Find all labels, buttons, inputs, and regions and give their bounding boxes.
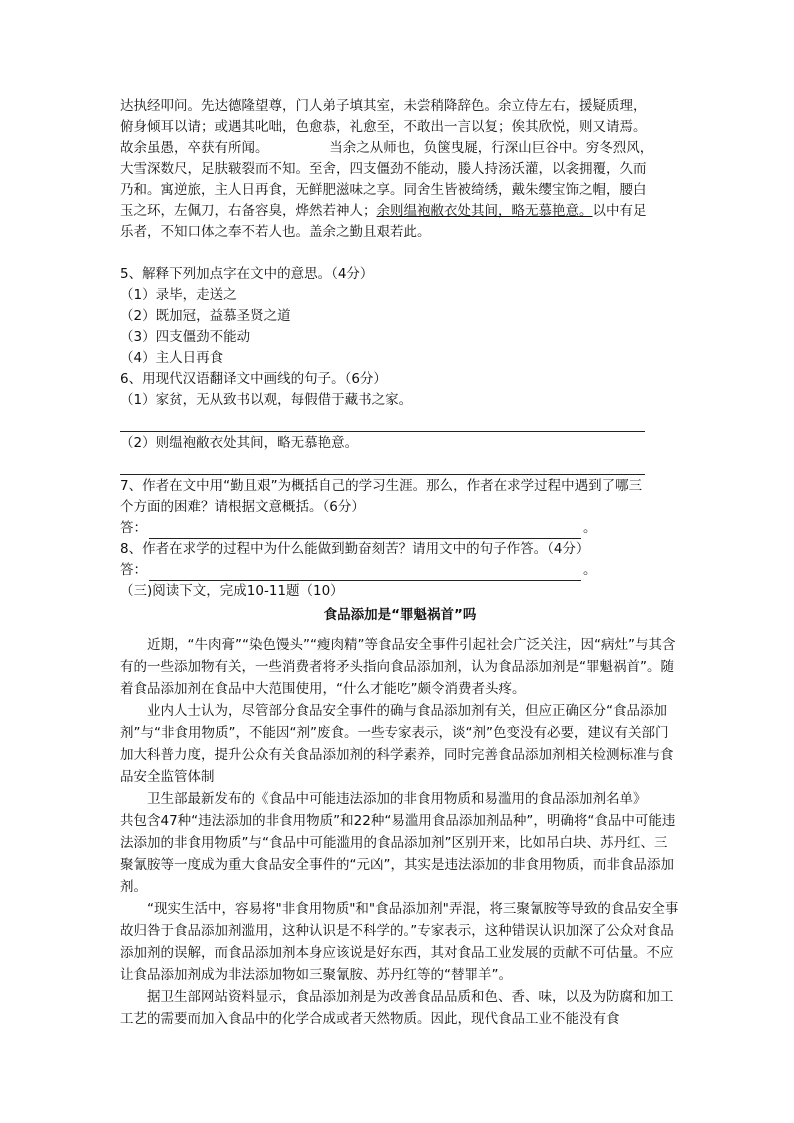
question-5: 5、解释下列加点字在文中的意思。（4分） <box>120 266 374 282</box>
question-6-item-2: （2）则缊袍敝衣处其间，略无慕艳意。 <box>120 435 359 451</box>
question-5-item-4: （4）主人日再食 <box>120 350 224 366</box>
question-5-item-2: （2）既加冠，益慕圣贤之道 <box>120 308 291 324</box>
article-body <box>120 634 680 1030</box>
answer-end: 。 <box>583 562 597 578</box>
article-paragraph-4: “现实生活中，容易将"非食用物质"和"食品添加剂"弄混，将三聚氰胺等导致的食品安全事故归咎于食品添加剂滥用，这种认识是不科学的。”专家表示，这种错误认识加深了公众对食品添加剂的误解，而食品添加剂本身应该说是好东西，其对食品工业发展的贡献不可估量。不应让食品添加剂成为非法添加物如三聚氰胺、苏丹红等的“替罪羊”。 <box>120 901 679 983</box>
article-paragraph-3-cont: 共包含47种“违法添加的非食用物质”和22种“易滥用食品添加剂品种”，明确将“食品中可能违法添加的非食用物质”与“食品中可能滥用的食品添加剂”区别开来，比如吊白块、苏丹红、三聚氰胺等一度成为重大食品安全事件的“元凶”，其实是违法添加的非食用物质，而非食品添加剂。 <box>120 813 676 895</box>
question-8: 8、作者在求学的过程中为什么能做到勤奋刻苦？请用文中的句子作答。（4分） <box>120 541 590 557</box>
article-title: 食品添加是“罪魁祸首”吗 <box>323 607 477 623</box>
classical-passage <box>120 96 680 243</box>
passage-line-3: 故余虽愚，卒获有所闻。 当余之从师也，负箧曳屣，行深山巨谷中。穷冬烈风， <box>120 140 654 156</box>
answer-label: 答： <box>120 520 147 536</box>
document-page <box>120 96 680 1030</box>
answer-blank-8[interactable] <box>149 564 581 581</box>
question-6-item-1: （1）家贫，无从致书以观，每假借于藏书之家。 <box>120 392 413 408</box>
answer-blank-7[interactable] <box>149 522 581 539</box>
passage-line-2: 俯身倾耳以请；或遇其叱咄，色愈恭，礼愈至，不敢出一言以复；俟其欣悦，则又请焉。 <box>120 119 647 135</box>
answer-line-6-1[interactable] <box>120 411 645 432</box>
passage-line-7: 乐者，不知口体之奉不若人也。盖余之勤且艰若此。 <box>120 224 431 240</box>
question-5-item-1: （1）录毕，走送之 <box>120 287 237 303</box>
underlined-sentence: 余则缊袍敝衣处其间，略无慕艳意。 <box>376 203 593 219</box>
passage-line-1: 达执经叩问。先达德隆望尊，门人弟子填其室，未尝稍降辞色。余立侍左右，援疑质理， <box>120 98 647 114</box>
answer-row-8 <box>120 560 680 581</box>
answer-label: 答： <box>120 562 147 578</box>
section-3-heading: （三)阅读下文，完成10-11题（10） <box>120 583 344 599</box>
answer-end: 。 <box>583 520 597 536</box>
answer-line-6-2[interactable] <box>120 454 645 475</box>
answer-row-7 <box>120 518 680 539</box>
article-paragraph-1: 近期，“牛肉膏”“染色馒头”“瘦肉精”等食品安全事件引起社会广泛关注，因“病灶”与其含有的一些添加物有关，一些消费者将矛头指向食品添加剂，认为食品添加剂是“罪魁祸首”。随着食品添加剂在食品中大范围使用，“什么才能吃”颇令消费者头疼。 <box>120 637 676 697</box>
passage-line-6-after: 以中有足 <box>592 203 647 219</box>
passage-line-4: 大雪深数尺，足肤皲裂而不知。至舍，四支僵劲不能动，媵人持汤沃灌，以衾拥覆，久而 <box>120 161 647 177</box>
passage-line-6 <box>120 201 680 222</box>
question-5-item-3: （3）四支僵劲不能动 <box>120 329 251 345</box>
question-6: 6、用现代汉语翻译文中画线的句子。（6分） <box>120 371 387 387</box>
article-paragraph-3: 卫生部最新发布的《食品中可能违法添加的非食用物质和易滥用的食品添加剂名单》 <box>147 791 647 807</box>
passage-line-6-before: 玉之环，左佩刀，右备容臭，烨然若神人； <box>120 203 377 219</box>
passage-line-5: 乃和。寓逆旅，主人日再食，无鲜肥滋味之享。同舍生皆被绮绣，戴朱缨宝饰之帽，腰白 <box>120 182 647 198</box>
article-paragraph-2: 业内人士认为，尽管部分食品安全事件的确与食品添加剂有关，但应正确区分“食品添加剂”与“非食用物质”，不能因“剂”废食。一些专家表示，谈“剂”色变没有必要，建议有关部门加大科普力度，提升公众有关食品添加剂的科学素养，同时完善食品添加剂相关检测标准与食品安全监管体制 <box>120 703 674 785</box>
question-7-line-2: 个方面的困难？请根据文意概括。（6分） <box>120 499 365 515</box>
question-7-line-1: 7、作者在文中用“勤且艰”为概括自己的学习生涯。那么，作者在求学过程中遇到了哪三 <box>120 478 643 494</box>
article-paragraph-5: 据卫生部网站资料显示，食品添加剂是为改善食品品质和色、香、味，以及为防腐和加工工艺的需要而加入食品中的化学合成或者天然物质。因此，现代食品工业不能没有食 <box>120 989 674 1027</box>
